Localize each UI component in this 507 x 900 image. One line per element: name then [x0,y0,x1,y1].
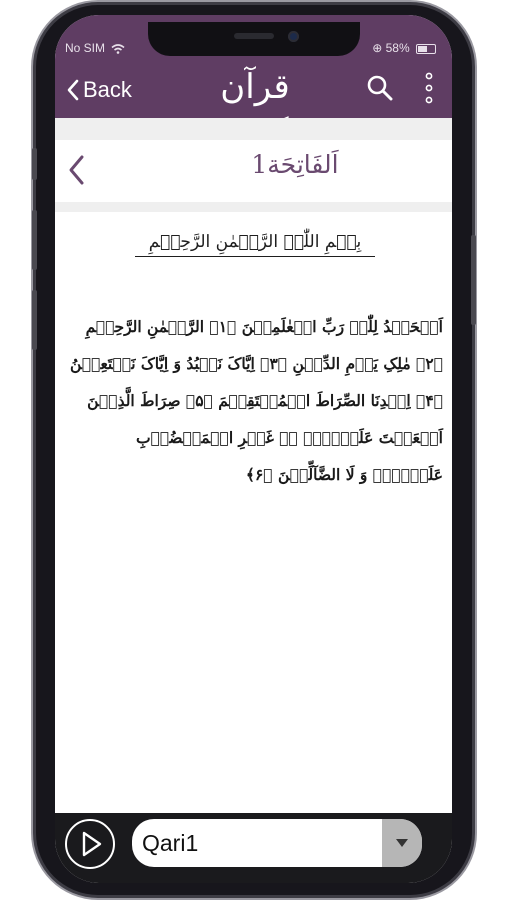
front-camera [288,31,299,42]
caret-down-icon [382,819,422,867]
previous-surah-button[interactable] [67,154,85,190]
carrier-label: No SIM [65,41,106,55]
status-battery [372,41,436,55]
wifi-icon [111,44,125,54]
status-carrier [65,41,125,55]
reciter-select[interactable] [132,819,422,867]
side-button [32,290,37,350]
side-button [32,210,37,270]
search-icon [367,75,393,101]
app-screen [55,15,452,883]
search-button[interactable] [367,75,393,105]
battery-icon [416,44,436,54]
phone-notch [148,22,360,56]
dropdown-toggle[interactable] [382,819,422,867]
audio-player-bar [55,813,452,883]
speaker-grille [234,33,274,39]
side-button [32,148,37,180]
battery-percent: 58% [385,41,410,55]
surah-header [55,140,452,212]
chevron-left-icon [67,79,79,101]
orientation-lock-icon: ⊕ [372,41,383,55]
play-button[interactable] [65,819,115,869]
back-label: Back [83,77,132,102]
verses-text: اَلۡحَمۡدُ لِلّٰہِ رَبِّ الۡعٰلَمِیۡنَ ﴿۱﴾ الرَّحۡمٰنِ الرَّحِیۡمِ ﴿۲﴾ مٰلِکِ یَوۡمِ الدِّیۡنِ ﴿۳﴾ اِیَّاکَ نَعۡبُدُ وَ اِیَّاکَ نَسۡتَعِیۡنُ ﴿۴﴾ اِہۡدِنَا الصِّرَاطَ الۡمُسۡتَقِیۡمَ ﴿۵﴾ صِرَاطَ الَّذِیۡنَ اَنۡعَمۡتَ عَلَیۡہِمۡ ۬ۙ غَیۡرِ الۡمَغۡضُوۡبِ عَلَیۡہِمۡ وَ لَا الضَّآلِّیۡنَ ﴿۶﴾ [70,317,443,484]
back-button[interactable] [67,77,132,103]
bismillah-text: بِسۡمِ اللّٰہِ الرَّحۡمٰنِ الرَّحِیۡمِ [135,232,375,257]
quran-text-view [55,212,452,812]
chevron-left-icon [67,154,85,186]
play-icon [67,821,113,867]
side-button [471,235,476,325]
reciter-value: Qari1 [142,830,199,856]
more-menu-button[interactable] [425,72,433,108]
header-divider [55,118,452,140]
more-vertical-icon [425,72,433,104]
surah-title: اَلفَاتِحَة1 [251,150,339,179]
page-title: قرآن [220,67,290,107]
